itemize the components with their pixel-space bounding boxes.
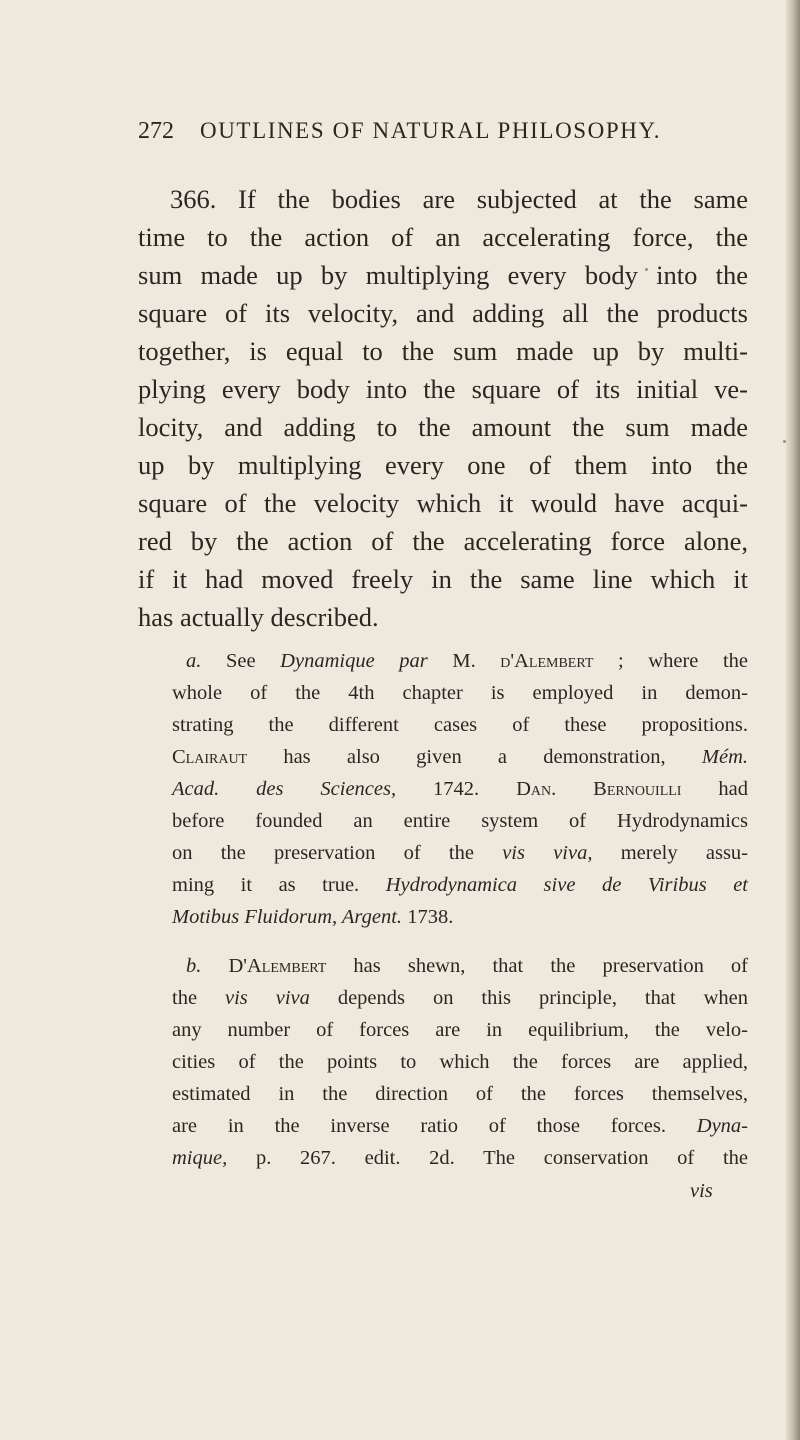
footnote-line: Clairaut has also given a demonstration, Mém. — [172, 746, 748, 768]
paragraph-line: together, is equal to the sum made up by multi- — [138, 336, 748, 366]
paragraph-line: locity, and adding to the amount the sum made — [138, 412, 748, 442]
footnote-line: any number of forces are in equilibrium, the velo- — [172, 1019, 748, 1041]
footnote-marker: b. — [186, 955, 202, 977]
paragraph-line: square of its velocity, and adding all the products — [138, 298, 748, 328]
page-number: 272 — [138, 118, 174, 144]
footnote-line: are in the inverse ratio of those forces. Dyna- — [172, 1115, 748, 1137]
paragraph-line: has actually described. — [138, 602, 379, 632]
paragraph-line: sum made up by multiplying every body into the — [138, 260, 748, 290]
footnote-line: estimated in the direction of the forces themselves, — [172, 1083, 748, 1105]
footnote-line: whole of the 4th chapter is employed in demon- — [172, 682, 748, 704]
paragraph-line: if it had moved freely in the same line which it — [138, 564, 748, 594]
paragraph-line: time to the action of an accelerating force, the — [138, 222, 748, 252]
footnote-line: Motibus Fluidorum, Argent. 1738. — [172, 906, 454, 928]
paragraph-line: 366. If the bodies are subjected at the same — [170, 184, 748, 214]
catchword: vis — [690, 1180, 713, 1202]
footnote-line: the vis viva depends on this principle, that when — [172, 987, 748, 1009]
paragraph-line: up by multiplying every one of them into the — [138, 450, 748, 480]
paragraph-line: plying every body into the square of its initial ve- — [138, 374, 748, 404]
footnote-marker: a. — [186, 650, 202, 672]
footnote-line: on the preservation of the vis viva, merely assu- — [172, 842, 748, 864]
page-edge — [786, 0, 800, 1440]
footnote-line: cities of the points to which the forces are applied, — [172, 1051, 748, 1073]
paragraph-line: red by the action of the accelerating force alone, — [138, 526, 748, 556]
footnote-line: Acad. des Sciences, 1742. Dan. Bernouilli had — [172, 778, 748, 800]
footnote-line: strating the different cases of these propositions. — [172, 714, 748, 736]
paragraph-line: square of the velocity which it would have acqui- — [138, 488, 748, 518]
running-header — [138, 118, 738, 145]
footnote-line: before founded an entire system of Hydrodynamics — [172, 810, 748, 832]
footnote-line: a. See Dynamique par M. d'Alembert ; where the — [186, 650, 749, 672]
paragraph-number: 366. — [170, 184, 217, 214]
footnote-line: ming it as true. Hydrodynamica sive de Viribus et — [172, 874, 749, 896]
page-speck — [783, 440, 786, 443]
running-title: OUTLINES OF NATURAL PHILOSOPHY. — [200, 118, 662, 143]
footnote-line: mique, p. 267. edit. 2d. The conservation of the — [172, 1147, 748, 1169]
footnote-line: b. D'Alembert has shewn, that the preservation of — [186, 955, 749, 977]
